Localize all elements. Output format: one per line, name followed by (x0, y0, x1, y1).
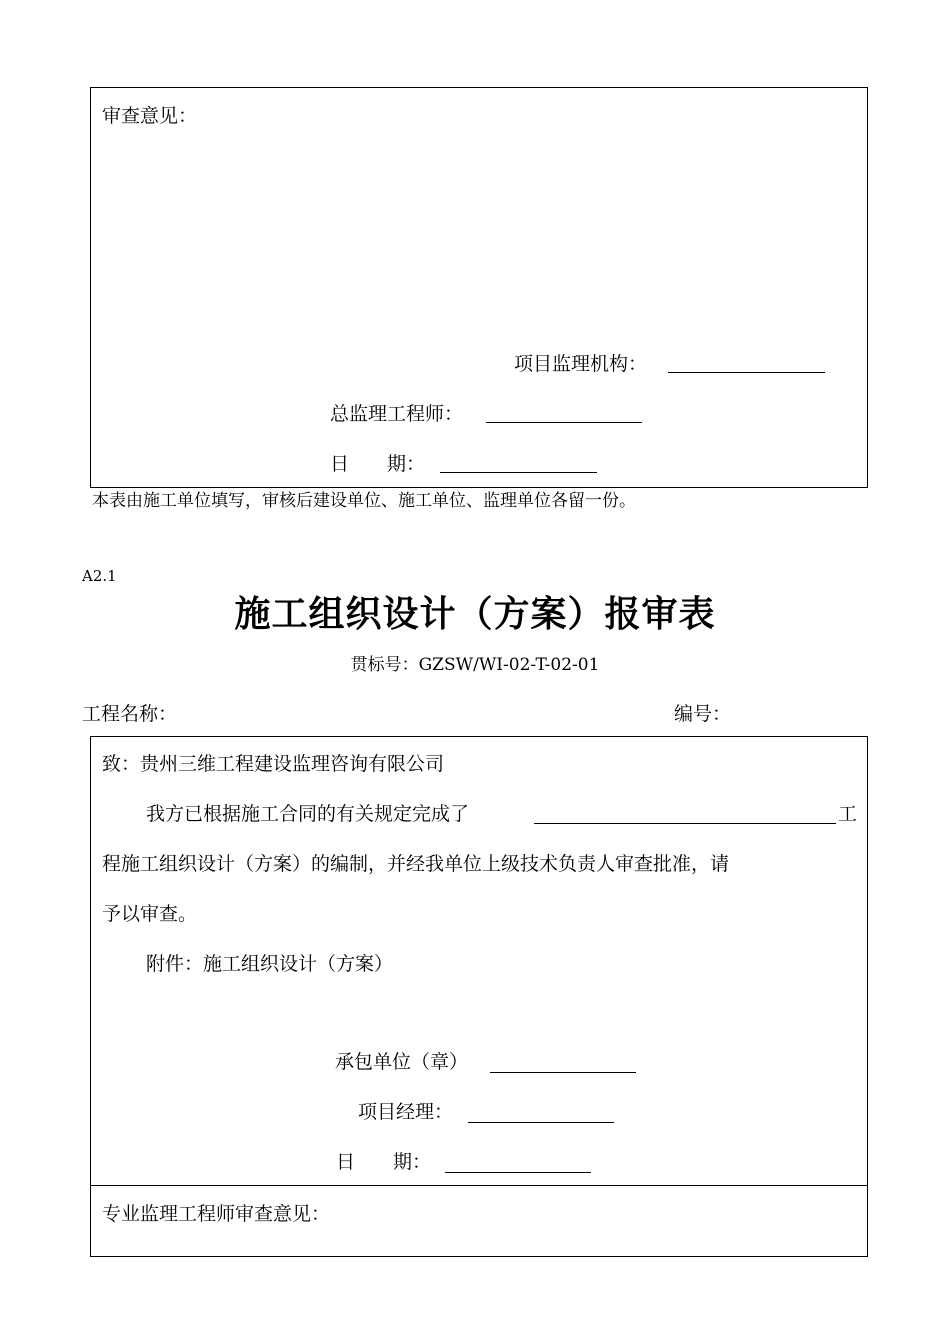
contractor-field[interactable] (490, 1072, 636, 1073)
chief-engineer-label: 总监理工程师： (330, 403, 464, 425)
top-date-label: 日 期： (330, 453, 426, 475)
bottom-date-field[interactable] (445, 1172, 591, 1173)
specialist-review-label: 专业监理工程师审查意见： (102, 1203, 331, 1225)
page-title: 施工组织设计（方案）报审表 (234, 593, 716, 635)
top-date-field[interactable] (440, 472, 597, 473)
form-code: A2.1 (82, 567, 117, 585)
standard-number: 贯标号：GZSW/WI-02-T-02-01 (350, 655, 600, 675)
body-line-3: 予以审查。 (102, 903, 198, 925)
attachment-line: 附件：施工组织设计（方案） (146, 953, 394, 975)
body-line-1: 我方已根据施工合同的有关规定完成了 (146, 803, 470, 825)
number-label: 编号： (674, 703, 732, 725)
chief-engineer-field[interactable] (486, 422, 642, 423)
section-divider (90, 1185, 868, 1186)
manager-field[interactable] (468, 1122, 614, 1123)
form-footnote: 本表由施工单位填写，审核后建设单位、施工单位、监理单位各留一份。 (92, 491, 636, 511)
review-opinion-label: 审查意见： (102, 105, 198, 127)
body-line-1-end: 工 (838, 803, 858, 825)
contractor-label: 承包单位（章） (335, 1051, 469, 1073)
supervision-org-field[interactable] (668, 372, 825, 373)
manager-label: 项目经理： (358, 1101, 454, 1123)
addressee-line: 致：贵州三维工程建设监理咨询有限公司 (102, 753, 445, 775)
project-blank-field[interactable] (534, 823, 836, 824)
bottom-date-label: 日 期： (336, 1151, 432, 1173)
review-box (90, 87, 868, 488)
body-line-2: 程施工组织设计（方案）的编制，并经我单位上级技术负责人审查批准，请 (102, 853, 730, 875)
project-name-label: 工程名称： (82, 703, 178, 725)
supervision-org-label: 项目监理机构： (514, 353, 648, 375)
